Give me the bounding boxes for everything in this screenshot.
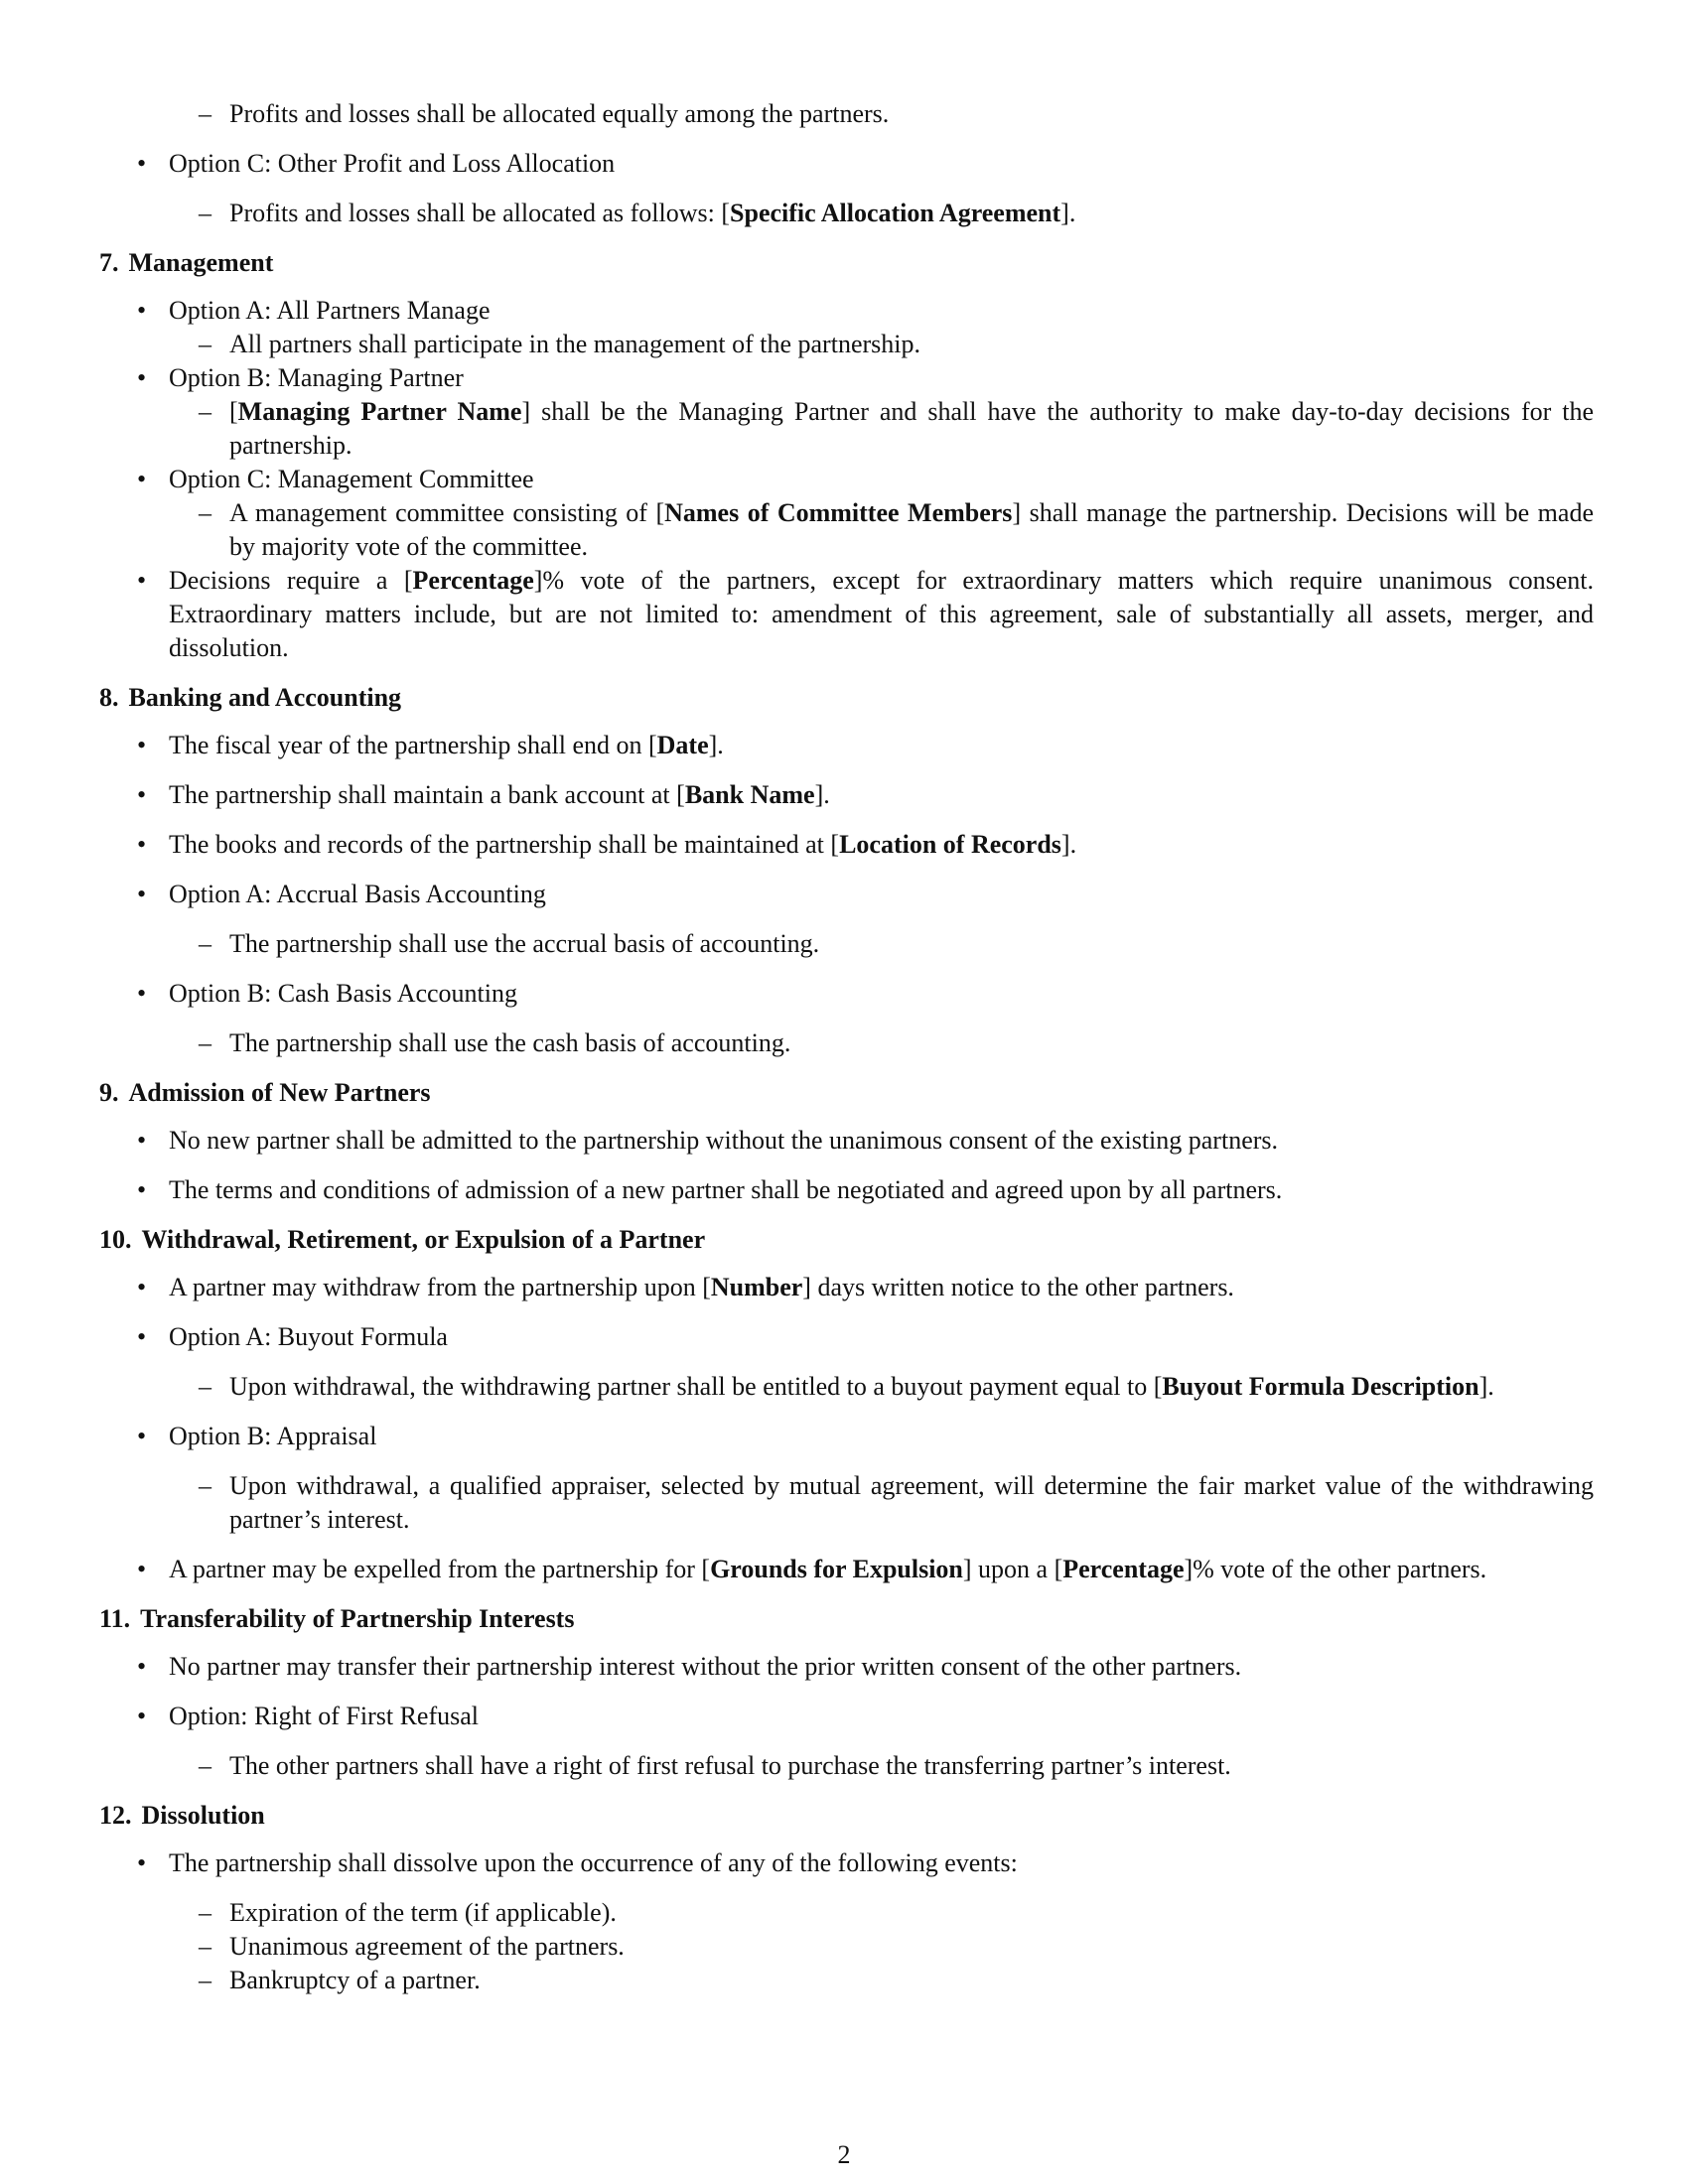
option-detail: – The partnership shall use the accrual basis of accounting. [169,927,1594,961]
text: ] shall be the Managing Partner and shall have the authority to make day-to-day decisions for the partnership. [229,397,1594,460]
section-number: 9. [99,1078,119,1107]
books-records-item [99,828,1594,862]
section-title: Admission of New Partners [128,1078,431,1107]
text: A partner may be expelled from the partnership for [ [169,1555,711,1583]
text: ]. [1478,1372,1494,1401]
option-sublist [169,1026,1594,1060]
banking-list [99,729,1594,1060]
option-sublist [169,1749,1594,1783]
event-item: – Expiration of the term (if applicable). [169,1896,1594,1930]
option-label: Option: Right of First Refusal [169,1702,479,1730]
option-label: Option B: Cash Basis Accounting [169,979,517,1008]
management-decisions [99,564,1594,665]
section-number: 10. [99,1225,132,1254]
option-label: Option A: Buyout Formula [169,1322,448,1351]
placeholder-field: Buyout Formula Description [1162,1372,1479,1401]
section-heading-management [99,246,1594,280]
option-sublist [169,496,1594,564]
text: ]% vote of the other partners. [1184,1555,1487,1583]
list-item: • The terms and conditions of admission of a new partner shall be negotiated and agreed upon by all partners. [99,1173,1594,1207]
option-detail: – The other partners shall have a right of first refusal to purchase the transferring partner’s interest. [169,1749,1594,1783]
text: Decisions require a [ [169,566,413,595]
option-sublist [169,1370,1594,1404]
placeholder-field: Bank Name [684,780,815,809]
section-title: Banking and Accounting [128,683,402,712]
section-number: 8. [99,683,119,712]
option-c-sublist [169,197,1594,230]
option-detail [169,496,1594,564]
section-heading-withdrawal [99,1223,1594,1257]
option-label: Option A: All Partners Manage [169,296,491,325]
section-title: Withdrawal, Retirement, or Expulsion of a Partner [141,1225,706,1254]
text: ]. [1060,199,1076,227]
section-number: 11. [99,1604,131,1633]
event-item: – Unanimous agreement of the partners. [169,1930,1594,1964]
text: The books and records of the partnership shall be maintained at [ [169,830,840,859]
text: ] shall manage the partnership. Decisions will be made by majority vote of the committee. [229,498,1594,561]
cash-option [99,977,1594,1060]
option-c-allocation [99,147,1594,230]
option-detail: – All partners shall participate in the management of the partnership. [169,328,1594,361]
accrual-option [99,878,1594,961]
section-title: Management [128,248,274,277]
placeholder-field: Date [656,731,709,759]
text: [ [229,397,238,426]
option-label: Option C: Management Committee [169,465,534,493]
option-sublist [169,1469,1594,1537]
withdrawal-list [99,1271,1594,1586]
placeholder-field: Specific Allocation Agreement [730,199,1061,227]
placeholder-field: Location of Records [839,830,1061,859]
section-heading-transferability [99,1602,1594,1636]
withdraw-notice-item [99,1271,1594,1304]
option-detail [169,395,1594,463]
list-item-label: The partnership shall dissolve upon the occurrence of any of the following events: [169,1848,1018,1877]
text: ]. [814,780,830,809]
section-heading-dissolution [99,1799,1594,1833]
admission-list [99,1124,1594,1207]
list-item: • No partner may transfer their partnership interest without the prior written consent of the other partners. [99,1650,1594,1684]
management-option-c [99,463,1594,564]
text: The partnership shall maintain a bank account at [ [169,780,685,809]
option-detail: – The partnership shall use the cash basis of accounting. [169,1026,1594,1060]
text: The fiscal year of the partnership shall end on [ [169,731,657,759]
placeholder-field: Percentage [1062,1555,1185,1583]
option-sublist [169,927,1594,961]
equal-allocation-label: Profits and losses shall be allocated equally among the partners. [229,99,890,128]
event-item: – Bankruptcy of a partner. [169,1964,1594,1997]
placeholder-field: Names of Committee Members [664,498,1013,527]
document-page [99,97,1594,2013]
fiscal-year-item [99,729,1594,762]
text: A management committee consisting of [ [229,498,665,527]
management-list [99,294,1594,665]
list-item: • No new partner shall be admitted to the partnership without the unanimous consent of the existing partners. [99,1124,1594,1158]
section-number: 7. [99,248,119,277]
placeholder-field: Grounds for Expulsion [710,1555,963,1583]
appraisal-option [99,1420,1594,1537]
placeholder-field: Number [710,1273,803,1301]
buyout-option [99,1320,1594,1404]
placeholder-field: Managing Partner Name [237,397,522,426]
text: ] days written notice to the other partners. [802,1273,1234,1301]
option-sublist [169,395,1594,463]
text: Profits and losses shall be allocated as follows: [ [229,199,731,227]
equal-allocation-text [99,97,1594,131]
section-heading-banking [99,681,1594,715]
option-label: Option B: Appraisal [169,1422,377,1450]
option-label: Option A: Accrual Basis Accounting [169,880,546,908]
option-c-label: Option C: Other Profit and Loss Allocation [169,149,616,178]
option-c-detail [169,197,1594,230]
option-label: Option B: Managing Partner [169,363,464,392]
text: ]% vote of the partners, except for extraordinary matters which require unanimous consent. Extraordinary matters include, but are not limited to: amendment of this agreement, sale of substantially all assets, merger, and dissolution. [169,566,1594,662]
first-refusal-option [99,1700,1594,1783]
transfer-list [99,1650,1594,1783]
event-sublist [169,1896,1594,1997]
dissolution-list [99,1846,1594,1997]
section-number: 12. [99,1801,132,1830]
continued-list [99,147,1594,230]
expulsion-item [99,1553,1594,1586]
bank-account-item [99,778,1594,812]
text: ]. [1060,830,1077,859]
section-title: Transferability of Partnership Interests [140,1604,575,1633]
management-option-a [99,294,1594,361]
option-detail [169,1370,1594,1404]
text: A partner may withdraw from the partnership upon [ [169,1273,711,1301]
management-option-b [99,361,1594,463]
text: ]. [708,731,724,759]
page-number: 2 [837,2140,851,2169]
option-detail: – Upon withdrawal, a qualified appraiser, selected by mutual agreement, will determine the fair market value of the withdrawing partner’s interest. [169,1469,1594,1537]
text: Upon withdrawal, the withdrawing partner shall be entitled to a buyout payment equal to [ [229,1372,1163,1401]
section-title: Dissolution [141,1801,265,1830]
placeholder-field: Percentage [412,566,534,595]
section-heading-admission [99,1076,1594,1110]
option-sublist [169,328,1594,361]
text: ] upon a [ [962,1555,1063,1583]
dissolution-events [99,1846,1594,1997]
